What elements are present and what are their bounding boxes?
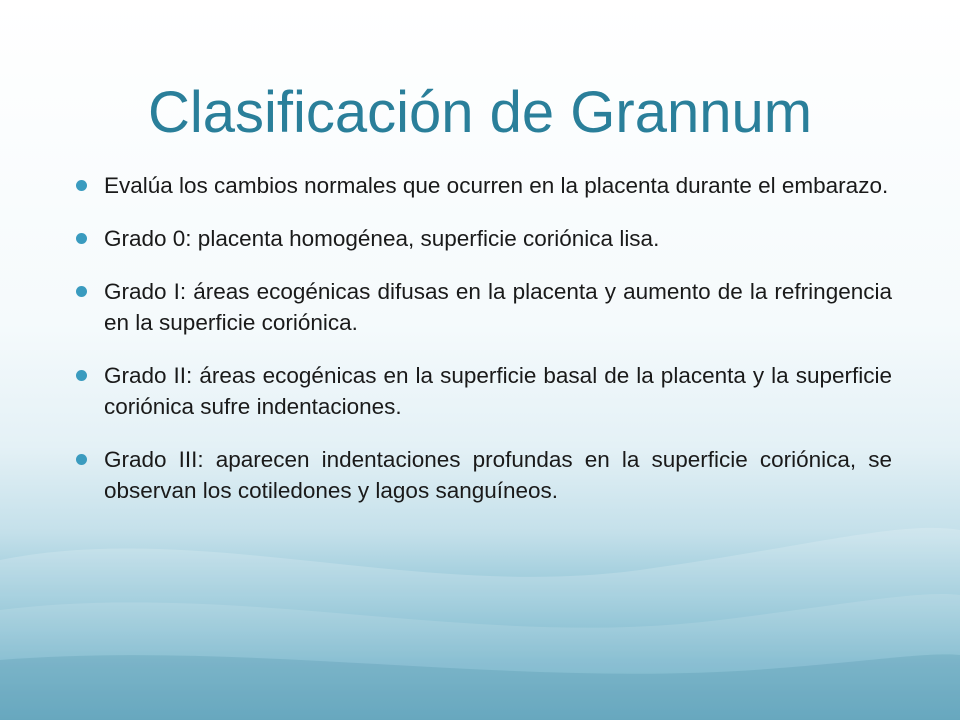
list-item xyxy=(72,360,892,422)
bullet-text: Grado 0: placenta homogénea, superficie coriónica lisa. xyxy=(104,226,660,251)
list-item xyxy=(72,276,892,338)
bullet-dot-icon xyxy=(76,370,87,381)
bullet-dot-icon xyxy=(76,233,87,244)
slide-title: Clasificación de Grannum xyxy=(147,80,813,145)
bullet-list xyxy=(72,170,892,528)
list-item xyxy=(72,444,892,506)
bullet-text: Evalúa los cambios normales que ocurren en la placenta durante el embarazo. xyxy=(104,173,889,198)
list-item xyxy=(72,223,892,254)
bullet-dot-icon xyxy=(76,180,87,191)
bullet-text: Grado II: áreas ecogénicas en la superficie basal de la placenta y la superficie coriónica sufre indentaciones. xyxy=(104,363,892,419)
bullet-dot-icon xyxy=(76,286,87,297)
bullet-text: Grado I: áreas ecogénicas difusas en la placenta y aumento de la refringencia en la superficie coriónica. xyxy=(104,279,892,335)
bullet-dot-icon xyxy=(76,454,87,465)
list-item xyxy=(72,170,892,201)
bullet-text: Grado III: aparecen indentaciones profundas en la superficie coriónica, se observan los cotiledones y lagos sanguíneos. xyxy=(104,447,892,503)
